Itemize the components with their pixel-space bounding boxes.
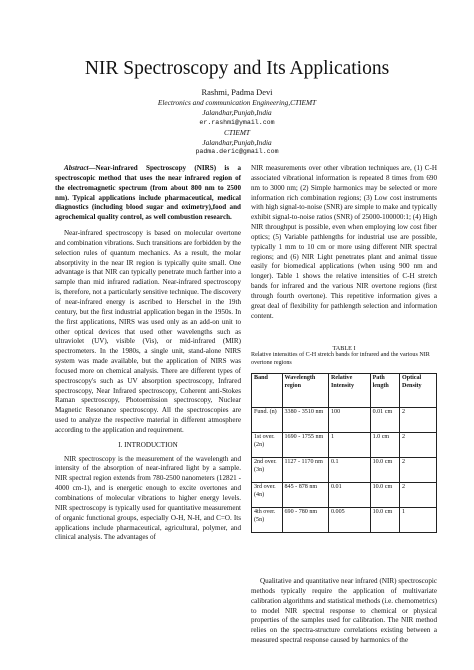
table-cell: 2 [399,483,436,508]
author-block [0,88,474,157]
table-cell: 100 [328,408,370,433]
right-column [251,164,437,646]
intro-paragraph: NIR spectroscopy is the measurement of the wavelength and intensity of the absorption of near-infrared light by a sample. NIR spectral region extends from 780-2500 nanometers (12821 - 4000 cm-1), and is energetic enough to excite overtones and combinations of molecular vibrations to higher energy levels. NIR spectroscopy is typically used for quantitative measurement of organic functional groups, especially O-H, N-H, and C=O. Its applications include pharmaceutical, agricultural, polymer, and clinical analysis. The advantages of [55,454,241,542]
table-header: Path length [370,374,399,408]
table-row [252,508,437,533]
paper-title: NIR Spectroscopy and Its Applications [84,58,390,79]
author-location-1: Jalandhar,Punjab,India [202,107,272,117]
table-header: Band [252,374,283,408]
author-email-1: er.rashmi@ymail.com [199,118,275,126]
left-column [55,164,241,543]
table-row [252,433,437,458]
table-caption: TABLE I [332,344,356,352]
table-cell: 1690 - 1755 nm [282,433,328,458]
table-row [252,483,437,508]
table-cell: 2 [399,433,436,458]
table-row [252,458,437,483]
table-cell: 10.0 cm [370,483,399,508]
author-email-2: padma.deric@gmail.com [195,148,279,156]
table-cell: 1127 - 1170 nm [282,458,328,483]
table-cell: 3rd over. (4n) [252,483,283,508]
table-cell: 0.01 [328,483,370,508]
author-dept: Electronics and communication Engineering,CTIEMT [157,97,317,107]
author-names: Rashmi, Padma Devi [201,88,273,97]
body-paragraph: NIR measurements over other vibration techniques are, (1) C-H associated vibrational information is repeated 8 times from 690 nm to 3000 nm; (2) Simple harmonics may be selected or more information rich combination regions; (3) Low cost instruments with high signal-to-noise (SNR) are simple to make and typically exhibit signal-to-noise ratios (SNR) of 25000-100000:1; (4) High NIR throughput is possible, even when employing low cost fiber optics; (5) Variable pathlengths for industrial use are possible, typically 1 mm to 10 cm or more using different NIR spectral regions; and (6) NIR Light penetrates plant and animal tissue easily for biomedical applications (when using 900 nm and longer). Table 1 shows the relative intensities of C-H stretch bands for infrared and the various NIR overtone regions (first through fourth overtone). This repetitive information gives a great deal of flexibility for pathlength selection and information content. [251,164,437,320]
abstract-text: —Near-infrared Spectroscopy (NIRS) is a spectroscopic method that uses the near infrared region of the electromagnetic spectrum (from about 800 nm to 2500 nm). Typical applications include pharmaceutical, medical diagnostics (including blood sugar and oximetry),food and agrochemical quality control, as well combustion research. [55,164,241,222]
table-cell: 0.01 cm [370,408,399,433]
table-cell: 1.0 cm [370,433,399,458]
author-institution-2: CTIEMT [224,127,250,137]
body-paragraph: Near-infrared spectroscopy is based on molecular overtone and combination vibrations. Such transitions are forbidden by the selection rules of quantum mechanics. As a result, the molar absorptivity in the near IR region is typically quite small. One advantage is that NIR can typically penetrate much farther into a sample than mid infrared radiation. Near-infrared spectroscopy is, therefore, not a particularly sensitive technique. The discovery of near-infrared energy is ascribed to Herschel in the 19th century, but the first industrial application began in the 1950s. In the first applications, NIRS was used only as an add-on unit to other optical devices that used other wavelengths such as ultraviolet (UV), visible (Vis), or mid-infrared (MIR) spectrometers. In the 1980s, a single unit, stand-alone NIRS system was made available, but the application of NIRS was focused more on chemical analysis. There are different types of spectroscopy's such as UV absorption spectroscopy, Infrared spectroscopy, Near Infrared spectroscopy, Coherent anti-Stokes Raman spectroscopy, Photoemission spectroscopy, Nuclear Magnetic Resonance spectroscopy. All the spectroscopies are used to analyze the respective material in different atmosphere according to the application and requirement. [55,229,241,434]
abstract-lead: Abstract [64,164,89,172]
abstract [55,164,241,223]
table-cell: 1 [399,508,436,533]
table-cell: 3380 - 3510 nm [282,408,328,433]
table-cell: 10.0 cm [370,508,399,533]
overtone-table [251,373,437,533]
table-cell: 1 [328,433,370,458]
table-cell: 690 - 780 nm [282,508,328,533]
table-cell: 845 - 878 nm [282,483,328,508]
table-cell: 0.1 [328,458,370,483]
table-cell: 10.0 cm [370,458,399,483]
table-row [252,408,437,433]
table-cell: 2 [399,408,436,433]
table-subcaption: Relative intensities of C-H stretch bands for infrared and the various NIR overtone regions [251,352,430,366]
table-header: Relative Intensity [328,374,370,408]
table-cell: 1st over. (2n) [252,433,283,458]
table-cell: 2nd over.(3n) [252,458,283,483]
table-cell: Fund. (n) [252,408,283,433]
section-heading-introduction: I. INTRODUCTION [118,440,178,449]
table-cell: 2 [399,458,436,483]
table-cell: 4th over. (5n) [252,508,283,533]
table-header: Optical Density [399,374,436,408]
author-location-2: Jalandhar,Punjab,India [202,137,272,147]
body-paragraph: Qualitative and quantitative near infrared (NIR) spectroscopic methods typically require the application of multivariate calibration algorithms and statistical methods (i.e. chemometrics) to model NIR spectral response to chemical or physical properties of the samples used for calibration. The NIR method relies on the spectra-structure correlations existing between a measured spectral response caused by harmonics of the [251,577,437,645]
table-cell: 0.005 [328,508,370,533]
table-header: Wavelength region [282,374,328,408]
